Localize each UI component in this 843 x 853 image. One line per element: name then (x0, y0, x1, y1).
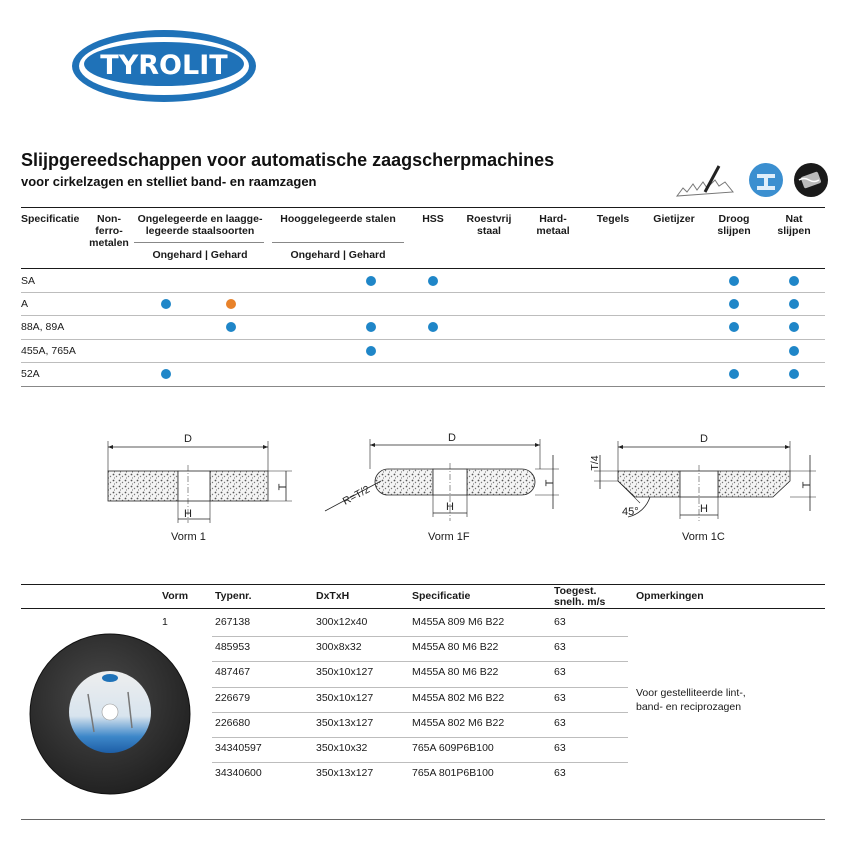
header-roestvrij: Roestvrij staal (466, 213, 512, 237)
product-cell-spec: M455A 802 M6 B22 (412, 691, 505, 704)
product-cell-spec: M455A 809 M6 B22 (412, 616, 505, 628)
vorm1f-d-label: D (448, 432, 456, 444)
product-cell-dxtxh: 300x8x32 (316, 641, 362, 654)
product-cell-snelh: 63 (554, 666, 566, 679)
vorm1c-label: Vorm 1C (682, 531, 725, 543)
spec-mark-nat (789, 369, 799, 379)
logo-text: TYROLIT (100, 50, 228, 81)
header-hooggelegeerd-sub: Ongehard | Gehard (290, 249, 386, 261)
header-tegels: Tegels (596, 213, 630, 225)
vorm1c-angle-label: 45° (622, 506, 639, 518)
header-vorm: Vorm (162, 590, 189, 602)
header-ongelegeerd: Ongelegeerde en laagge- legeerde staalsoorten (137, 213, 263, 237)
product-row-divider (212, 661, 628, 662)
vorm1c-t-label: T (801, 481, 813, 489)
product-cell-typenr: 487467 (215, 666, 251, 679)
diagram-vorm1 (100, 425, 300, 530)
spec-row-label: 88A, 89A (21, 321, 65, 333)
spec-mark-hoog_gehard (366, 276, 376, 286)
spec-table-header-rule (21, 268, 825, 269)
spec-table-top-rule (21, 207, 825, 208)
spec-row-label: SA (21, 275, 36, 287)
spec-row-divider (21, 315, 825, 316)
product-table-header-rule (21, 608, 825, 609)
spec-row-divider (21, 292, 825, 293)
vorm-value: 1 (162, 616, 168, 628)
product-cell-spec: M455A 80 M6 B22 (412, 641, 499, 654)
spec-mark-ongel_ongehard (161, 299, 171, 309)
header-spec: Specificatie (412, 590, 471, 602)
product-row-divider (212, 762, 628, 763)
opmerking-text: Voor gestelliteerde lint-, band- en reciprozagen (636, 687, 746, 713)
product-cell-spec: M455A 80 M6 B22 (412, 666, 499, 679)
vorm1c-t4-label: T/4 (589, 455, 601, 471)
header-hooggelegeerd: Hooggelegeerde stalen (280, 213, 396, 225)
header-typenr: Typenr. (215, 590, 252, 602)
spec-mark-hoog_gehard (366, 322, 376, 332)
product-cell-dxtxh: 350x13x127 (316, 767, 374, 780)
product-cell-dxtxh: 300x12x40 (316, 616, 368, 628)
header-hardmetaal: Hard- metaal (536, 213, 570, 237)
product-cell-typenr: 226680 (215, 716, 251, 729)
spec-mark-ongel_ongehard (161, 369, 171, 379)
product-cell-typenr: 485953 (215, 641, 251, 654)
header-dxtxh: DxTxH (316, 590, 350, 602)
saw-blade-icon (677, 166, 733, 196)
vorm1c-h-label: H (700, 503, 708, 515)
spec-mark-nat (789, 276, 799, 286)
spec-mark-droog (729, 276, 739, 286)
product-cell-dxtxh: 350x10x127 (316, 691, 374, 704)
product-cell-snelh: 63 (554, 691, 566, 704)
product-row-divider (212, 737, 628, 738)
spec-mark-hss (428, 276, 438, 286)
product-cell-dxtxh: 350x10x127 (316, 666, 374, 679)
vorm1-h-label: H (184, 508, 192, 520)
hooggelegeerd-subrule (272, 242, 404, 243)
vorm1f-r-label: R=T/2 (340, 483, 372, 508)
spec-row-label: A (21, 298, 29, 310)
header-opmerkingen: Opmerkingen (636, 590, 704, 602)
product-cell-typenr: 34340597 (215, 742, 262, 754)
diagram-vorm1c (580, 425, 820, 530)
ongelegeerd-subrule (134, 242, 264, 243)
product-cell-typenr: 34340600 (215, 767, 262, 780)
product-cell-dxtxh: 350x13x127 (316, 716, 374, 729)
spec-row-divider (21, 362, 825, 363)
header-ongelegeerd-sub: Ongehard | Gehard (152, 249, 248, 261)
spec-mark-nat (789, 346, 799, 356)
product-cell-spec: M455A 802 M6 B22 (412, 716, 505, 729)
spec-mark-ongel_gehard (226, 322, 236, 332)
product-cell-snelh: 63 (554, 767, 566, 780)
spec-mark-droog (729, 369, 739, 379)
product-cell-spec: 765A 609P6B100 (412, 742, 494, 754)
vorm1-d-label: D (184, 433, 192, 445)
product-cell-snelh: 63 (554, 716, 566, 729)
product-cell-dxtxh: 350x10x32 (316, 742, 368, 754)
page-bottom-rule (21, 819, 825, 820)
spec-row-divider (21, 339, 825, 340)
vorm1-t-label: T (277, 483, 289, 491)
header-gietijzer: Gietijzer (653, 213, 695, 225)
spec-row-label: 52A (21, 368, 40, 380)
coolant-icon (794, 163, 828, 197)
product-cell-typenr: 267138 (215, 616, 251, 628)
product-cell-snelh: 63 (554, 616, 566, 628)
spec-mark-droog (729, 299, 739, 309)
spec-mark-droog (729, 322, 739, 332)
header-hss: HSS (422, 213, 444, 225)
product-table-top-rule (21, 584, 825, 585)
spec-mark-nat (789, 322, 799, 332)
tyrolit-logo (70, 28, 258, 104)
header-specificatie: Specificatie (21, 213, 80, 225)
vorm1c-d-label: D (700, 433, 708, 445)
product-row-divider (212, 636, 628, 637)
product-row-divider (212, 712, 628, 713)
vorm1f-t-label: T (544, 479, 556, 487)
spec-mark-hoog_gehard (366, 346, 376, 356)
header-snelh: Toegest. snelh. m/s (554, 585, 606, 608)
spec-row-label: 455A, 765A (21, 345, 76, 357)
header-nat: Nat slijpen (777, 213, 811, 237)
steel-profile-icon (749, 163, 783, 197)
product-row-divider (212, 687, 628, 688)
product-cell-snelh: 63 (554, 742, 566, 754)
spec-mark-hss (428, 322, 438, 332)
vorm1-label: Vorm 1 (171, 531, 206, 543)
grinding-wheel-image (28, 632, 192, 796)
spec-table-bottom-rule (21, 386, 825, 387)
product-cell-typenr: 226679 (215, 691, 251, 704)
vorm1f-h-label: H (446, 501, 454, 513)
vorm1f-label: Vorm 1F (428, 531, 470, 543)
product-cell-spec: 765A 801P6B100 (412, 767, 494, 780)
diagram-vorm1f (315, 425, 560, 530)
spec-mark-ongel_gehard (226, 299, 236, 309)
header-nonferro: Non- ferro- metalen (89, 213, 129, 249)
application-icons (675, 162, 835, 200)
header-droog: Droog slijpen (717, 213, 751, 237)
page-title: Slijpgereedschappen voor automatische zaagscherpmachines (21, 150, 555, 170)
product-cell-snelh: 63 (554, 641, 566, 654)
spec-mark-nat (789, 299, 799, 309)
page-subtitle: voor cirkelzagen en stelliet band- en raamzagen (21, 174, 317, 189)
